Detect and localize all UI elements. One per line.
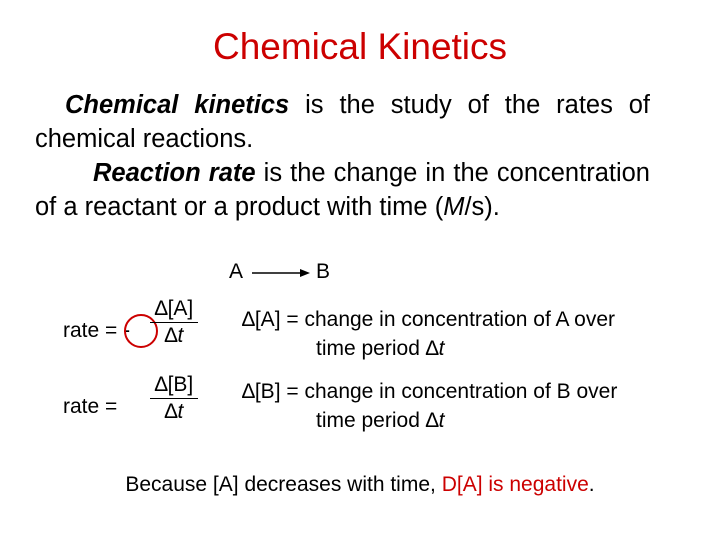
rate-a-numerator: ∆[A]: [154, 297, 194, 320]
note-text: time period ∆: [316, 409, 439, 432]
definition-paragraph: [35, 156, 650, 224]
rate-b-note-line1: ∆[B] = change in concentration of B over: [242, 380, 618, 403]
conclusion-line: [0, 473, 720, 497]
rate-b-denominator: [150, 399, 198, 425]
time-variable: t: [177, 324, 184, 347]
rate-b-fraction: [150, 372, 198, 425]
right-arrow-icon: [250, 266, 312, 280]
intro-text: is the study of the rates of chemical reactions.: [35, 91, 651, 153]
rate-a-label-text: rate =: [63, 319, 124, 342]
definition-text: is the change in the concentration of a reactant or a product with time (: [35, 159, 650, 221]
time-variable: t: [177, 400, 184, 423]
time-variable: t: [438, 409, 445, 432]
time-variable: t: [438, 337, 445, 360]
rate-a-note-line1: ∆[A] = change in concentration of A over: [242, 308, 616, 331]
delta-symbol: ∆: [164, 400, 178, 423]
definition-text-end: /s).: [464, 193, 500, 221]
rate-a-note-line2: [316, 335, 444, 363]
unit-symbol: M: [443, 193, 465, 221]
intro-term: Chemical kinetics: [65, 91, 290, 119]
rate-a-denominator: [150, 323, 198, 349]
note-text: time period ∆: [316, 337, 439, 360]
conclusion-suffix: .: [588, 473, 595, 496]
reactant-label: A: [229, 260, 244, 283]
minus-sign: -: [123, 319, 131, 342]
rate-a-fraction: [150, 296, 198, 349]
conclusion-prefix: Because [A] decreases with time,: [125, 473, 442, 496]
definition-term: Reaction rate: [93, 159, 256, 187]
intro-paragraph: [35, 88, 650, 156]
rate-b-note-line2: [316, 407, 444, 435]
delta-symbol: ∆: [164, 324, 178, 347]
slide-title: Chemical Kinetics: [212, 26, 508, 67]
rate-b-numerator: ∆[B]: [154, 373, 194, 396]
product-label: B: [316, 260, 331, 283]
conclusion-highlight: D[A] is negative: [441, 473, 589, 496]
rate-b-label: rate =: [63, 395, 118, 418]
